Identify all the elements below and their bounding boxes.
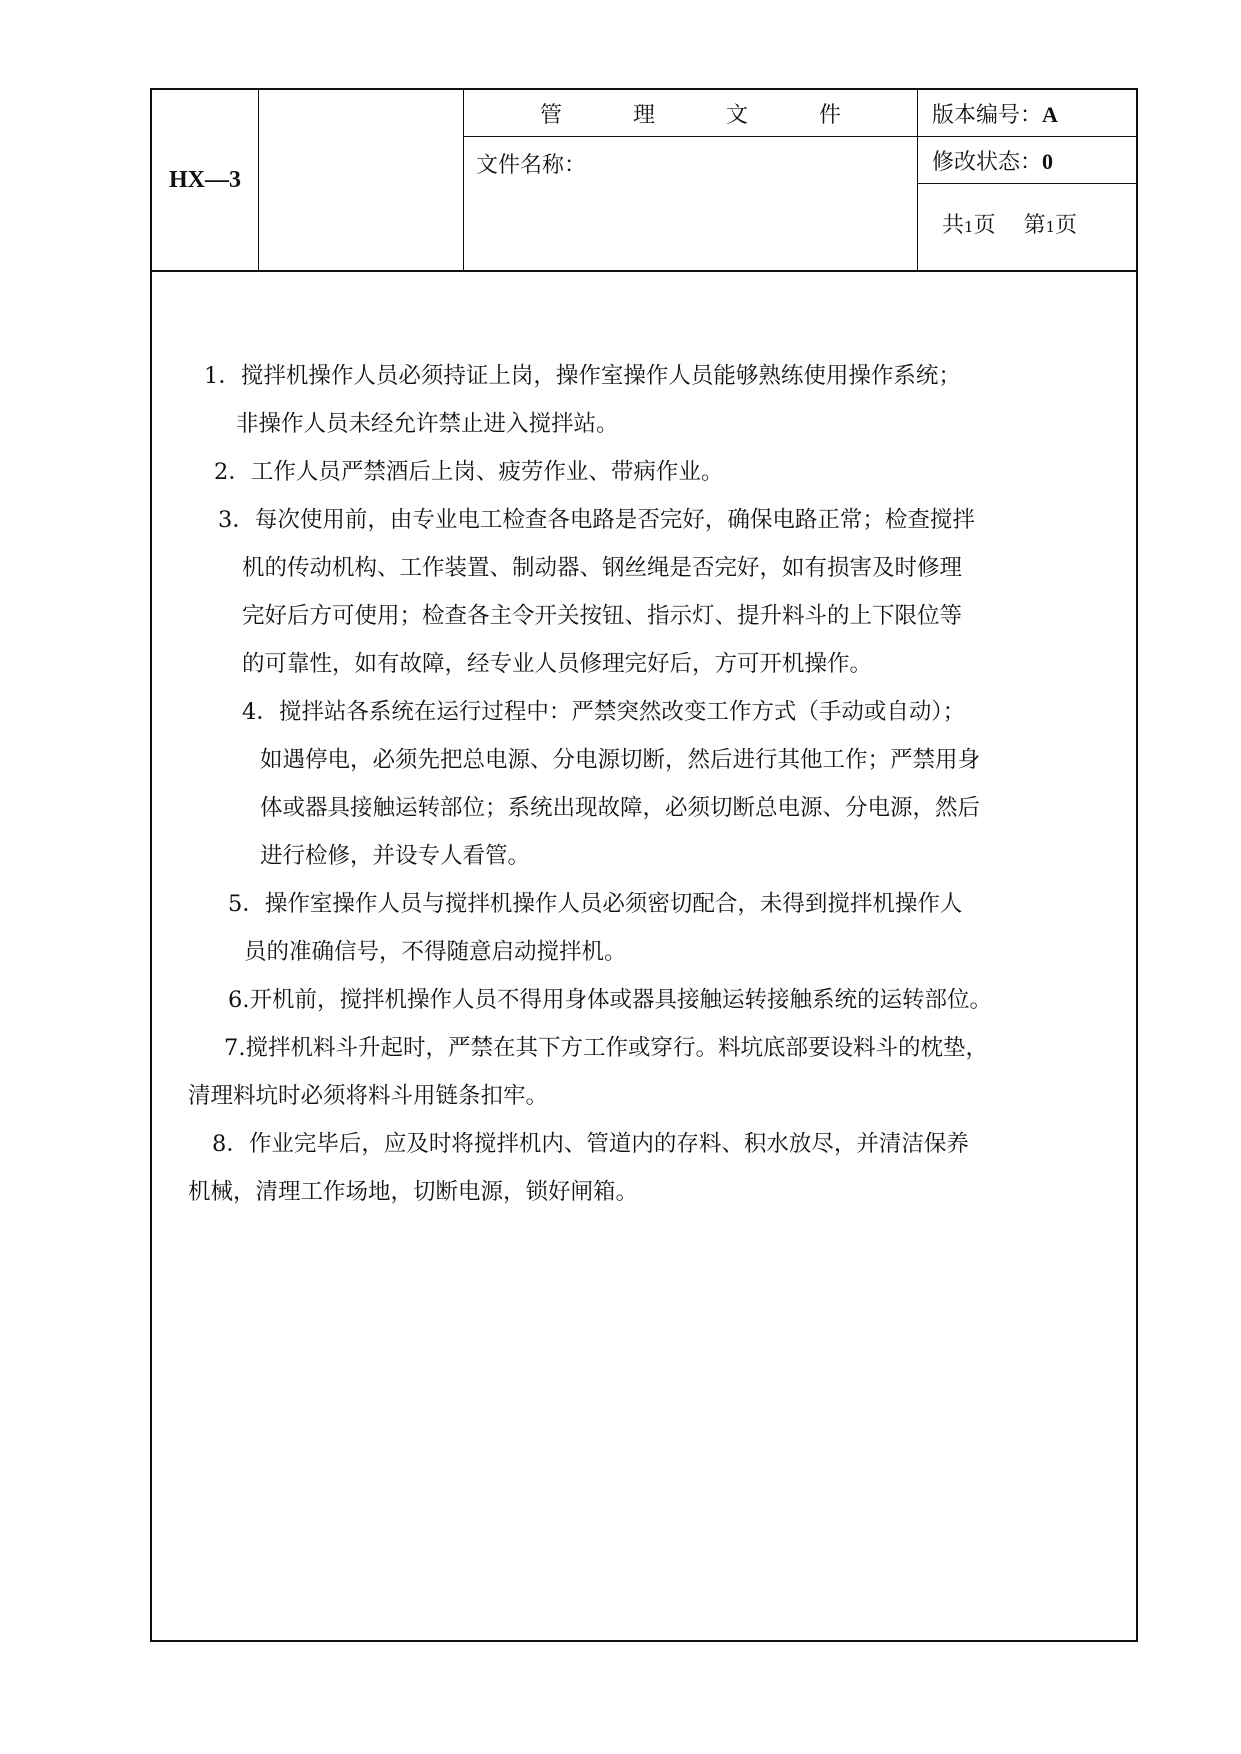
- pages-current: 第1页: [1023, 213, 1078, 238]
- revision-value: 0: [1042, 149, 1054, 174]
- header-row-divider: [917, 183, 1136, 184]
- revision-label: 修改状态：: [932, 150, 1043, 175]
- text-line: 完好后方可使用；检查各主令开关按钮、指示灯、提升料斗的上下限位等: [242, 603, 963, 629]
- text-line: 如遇停电，必须先把总电源、分电源切断，然后进行其他工作；严禁用身: [260, 747, 981, 773]
- pages-total: 共1页: [942, 213, 996, 238]
- document-type-title: 管 理 文 件: [540, 102, 873, 128]
- text-line: 的可靠性，如有故障，经专业人员修理完好后，方可开机操作。: [242, 651, 873, 677]
- document-header: [152, 90, 1136, 272]
- text-line: 4．搅拌站各系统在运行过程中：严禁突然改变工作方式（手动或自动）；: [242, 699, 966, 725]
- text-line: 3．每次使用前，由专业电工检查各电路是否完好，确保电路正常；检查搅拌: [218, 507, 975, 533]
- text-line: 5．操作室操作人员与搅拌机操作人员必须密切配合，未得到搅拌机操作人: [228, 891, 963, 917]
- text-line: 进行检修，并设专人看管。: [260, 843, 531, 869]
- header-row-divider: [463, 136, 1136, 137]
- revision-cell: [932, 145, 1053, 176]
- text-line: 非操作人员未经允许禁止进入搅拌站。: [236, 411, 619, 437]
- text-line: 8．作业完毕后，应及时将搅拌机内、管道内的存料、积水放尽，并清洁保养: [212, 1131, 969, 1157]
- version-value: A: [1042, 102, 1058, 127]
- text-line: 机的传动机构、工作装置、制动器、钢丝绳是否完好，如有损害及时修理: [242, 555, 963, 581]
- document-code: HX—3: [169, 166, 241, 193]
- text-line: 清理料坑时必须将料斗用链条扣牢。: [188, 1083, 549, 1109]
- header-divider: [258, 90, 259, 270]
- text-line: 1．搅拌机操作人员必须持证上岗，操作室操作人员能够熟练使用操作系统；: [204, 363, 961, 389]
- text-line: 2．工作人员严禁酒后上岗、疲劳作业、带病作业。: [214, 459, 724, 485]
- page-count-cell: [942, 208, 1077, 239]
- text-line: 员的准确信号，不得随意启动搅拌机。: [244, 939, 627, 965]
- version-label: 版本编号：: [932, 103, 1043, 128]
- header-divider: [917, 90, 918, 270]
- document-frame: [150, 88, 1138, 1642]
- file-name-label: 文件名称：: [476, 153, 587, 178]
- text-line: 6.开机前，搅拌机操作人员不得用身体或器具接触运转接触系统的运转部位。: [228, 987, 992, 1013]
- text-line: 7.搅拌机料斗升起时，严禁在其下方工作或穿行。料坑底部要设料斗的枕垫，: [224, 1035, 988, 1061]
- text-line: 机械，清理工作场地，切断电源，锁好闸箱。: [188, 1179, 639, 1205]
- version-cell: [932, 98, 1058, 129]
- text-line: 体或器具接触运转部位；系统出现故障，必须切断总电源、分电源，然后: [260, 795, 981, 821]
